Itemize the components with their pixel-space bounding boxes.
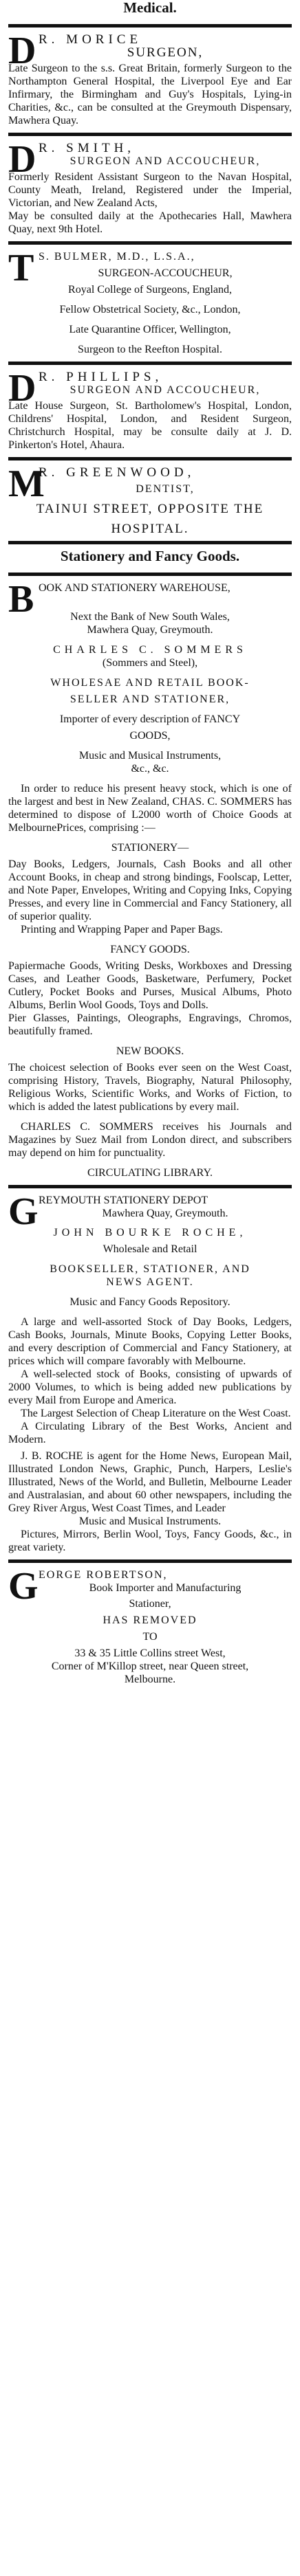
stationery-body: Day Books, Ledgers, Journals, Cash Books and all other Account Books, in cheap and strong bindings, Foolscap, Letter, and Note Paper, Envelopes, Writing and Copying Inks, Copying Presses, and every line in Commercial and Fancy Stationery, all of superior quality. (8, 858, 292, 922)
ad-trade: Stationer, (129, 1598, 171, 1610)
ad-paragraph: A large and well-assorted Stock of Day Books, Ledgers, Cash Books, Journals, Minute Books, Copying Letter Books, and every description of Commercial and Fancy Stationery, at prices which will compare favorably with Melbourne. (8, 1316, 292, 1367)
divider (8, 241, 292, 245)
ad-robertson (8, 1567, 292, 1687)
stationery-body-2: Printing and Wrapping Paper and Paper Bags. (21, 924, 223, 935)
journals-body: CHARLES C. SOMMERS receives his Journals and Magazines by Suez Mail from London direct, and subscribers may depend on him for punctuality. (8, 1121, 292, 1159)
drop-cap: G (8, 1565, 39, 1608)
ad-smith (8, 140, 292, 237)
divider (8, 24, 292, 27)
ad-head: REYMOUTH STATIONERY DEPOT (39, 1195, 208, 1206)
new-books-subhead: NEW BOOKS. (116, 1045, 184, 1057)
ad-line: Royal College of Surgeons, England, (68, 284, 232, 296)
drop-cap: G (8, 1190, 39, 1233)
ad-name: R. MORICE (39, 32, 142, 47)
divider (8, 573, 292, 576)
ad-greenwood (8, 465, 292, 537)
ad-roche (8, 1192, 292, 1555)
ad-address: Melbourne. (124, 1674, 176, 1685)
divider (8, 457, 292, 460)
fancy-goods-body-2: Pier Glasses, Paintings, Oleographs, Engravings, Chromos, beautifully framed. (8, 1012, 292, 1037)
ad-name: JOHN BOURKE ROCHE, (53, 1227, 247, 1239)
ad-trade: SELLER AND STATIONER, (69, 693, 231, 705)
ad-trade: WHOLESAE AND RETAIL BOOK- (50, 677, 250, 689)
ad-trade: BOOKSELLER, STATIONER, AND (50, 1263, 250, 1275)
ad-bulmer (8, 249, 292, 357)
ad-body: Late House Surgeon, St. Bartholomew's Hospital, London, Childrens' Hospital, London, and Resident Surgeon, Christchurch Hospital, may be consulte daily at J. D. Pinkerton's Hotel, Ahaura. (8, 400, 292, 451)
ad-name: R. SMITH, (39, 141, 136, 155)
ad-music: Music and Musical Instruments, (78, 750, 222, 762)
ad-music: Music and Fancy Goods Repository. (69, 1296, 231, 1308)
ad-address: Corner of M'Killop street, near Queen street, (51, 1661, 249, 1672)
ad-address: Mawhera Quay, Greymouth. (87, 624, 213, 636)
ad-removed: TO (142, 1631, 158, 1643)
divider (8, 541, 292, 544)
ad-paragraph: A Circulating Library of the Best Works, Ancient and Modern. (8, 1421, 292, 1445)
ad-title: DENTIST, (136, 483, 195, 495)
ad-name: R. GREENWOOD, (39, 465, 195, 480)
divider (8, 1559, 292, 1563)
ad-name: R. PHILLIPS, (39, 370, 163, 384)
divider (8, 1185, 292, 1188)
ad-body-2: May be consulted daily at the Apothecaries Hall, Mawhera Quay, next 9th Hotel. (8, 210, 292, 235)
drop-cap: D (8, 138, 36, 181)
ad-music: &c., &c. (131, 763, 169, 775)
drop-cap: M (8, 463, 45, 505)
ad-paragraph: The Largest Selection of Cheap Literature on the West Coast. (21, 1408, 291, 1419)
ad-name: S. BULMER, M.D., L.S.A., (39, 251, 195, 263)
ad-name: EORGE ROBERTSON, (39, 1569, 168, 1581)
ad-sub: Wholesale and Retail (103, 1243, 197, 1255)
drop-cap: B (8, 578, 34, 621)
stationery-heading: Stationery and Fancy Goods. (60, 548, 240, 564)
ad-body: Late Surgeon to the s.s. Great Britain, formerly Surgeon to the Northampton General Hospital, the Liverpool Eye and Ear Infirmary, the Birmingham and Guy's Hospitals, Lying-in Charities, &c., can be consulted at the Greymouth Dispensary, Mawhera Quay. (8, 63, 292, 126)
medical-heading: Medical. (123, 0, 177, 16)
ad-title: SURGEON, (127, 45, 204, 60)
ad-trade: Book Importer and Manufacturing (89, 1582, 242, 1594)
ad-line: Surgeon to the Reefton Hospital. (78, 344, 222, 355)
ad-sub: (Sommers and Steel), (102, 657, 198, 669)
ad-head: OOK AND STATIONERY WAREHOUSE, (39, 582, 231, 594)
ad-title: SURGEON AND ACCOUCHEUR, (69, 155, 261, 167)
drop-cap: D (8, 367, 36, 410)
ad-importer: Importer of every description of FANCY (59, 713, 241, 725)
drop-cap: D (8, 30, 36, 72)
ad-removed: HAS REMOVED (103, 1614, 197, 1626)
ad-trade: NEWS AGENT. (106, 1276, 194, 1288)
ad-street: TAINUI STREET, OPPOSITE THE (36, 502, 264, 516)
ad-paragraph: Music and Musical Instruments. (78, 1515, 222, 1527)
ad-address: 33 & 35 Little Collins street West, (74, 1647, 226, 1659)
ad-paragraph: J. B. ROCHE is agent for the Home News, European Mail, Illustrated London News, Graphic, Punch, Harpers, Leslie's Illustrated, News of the World, and Bulletin, Melbourne Leader and Australasian, and about 60 other newspapers, including the Grey River Argus, West Coast Times, and Leader (8, 1450, 292, 1514)
ad-phillips (8, 369, 292, 453)
ad-name: CHARLES C. SOMMERS (53, 644, 247, 656)
ad-address: Next the Bank of New South Wales, (70, 611, 230, 623)
ad-title: SURGEON-ACCOUCHEUR, (98, 267, 233, 279)
ad-importer: GOODS, (129, 730, 171, 742)
fancy-goods-subhead: FANCY GOODS. (110, 944, 190, 955)
ad-line: Fellow Obstetrical Society, &c., London, (59, 304, 241, 315)
divider (8, 362, 292, 365)
ad-morice (8, 32, 292, 129)
ad-address: Mawhera Quay, Greymouth. (102, 1208, 228, 1219)
ad-sommers (8, 580, 292, 1181)
ad-title: SURGEON AND ACCOUCHEUR, (69, 384, 261, 396)
ad-body: Formerly Resident Assistant Surgeon to the Navan Hospital, County Meath, Ireland, Registered under the Imperial, Victorian, and New Zealand Acts, (8, 171, 292, 209)
ad-paragraph: Pictures, Mirrors, Berlin Wool, Toys, Fancy Goods, &c., in great variety. (8, 1529, 292, 1553)
ad-intro: In order to reduce his present heavy stock, which is one of the largest and best in New Zealand, CHAS. C. SOMMERS has determined to dispose of L2000 worth of Choice Goods at MelbournePrices, comprising :— (8, 783, 292, 834)
divider (8, 133, 292, 136)
ad-hospital: HOSPITAL. (111, 522, 189, 536)
stationery-subhead: STATIONERY— (111, 842, 189, 854)
new-books-body: The choicest selection of Books ever seen on the West Coast, comprising History, Travels, Biography, Natural Philosophy, Religious Works, Scientific Works, and Works of Fiction, to which is added the latest publications by every mail. (8, 1062, 292, 1113)
fancy-goods-body: Papiermache Goods, Writing Desks, Workboxes and Dressing Cases, and Leather Goods, Basketware, Perfumery, Pocket Cutlery, Pocket Books and Purses, Musical Albums, Photo Albums, Berlin Wool Goods, Toys and Dolls. (8, 960, 292, 1011)
drop-cap: T (8, 247, 34, 289)
ad-paragraph: A well-selected stock of Books, consisting of upwards of 2000 Volumes, to which is being added new publications by every Mail from Europe and America. (8, 1368, 292, 1406)
ad-line: Late Quarantine Officer, Wellington, (69, 324, 231, 335)
library-subhead: CIRCULATING LIBRARY. (87, 1167, 213, 1179)
